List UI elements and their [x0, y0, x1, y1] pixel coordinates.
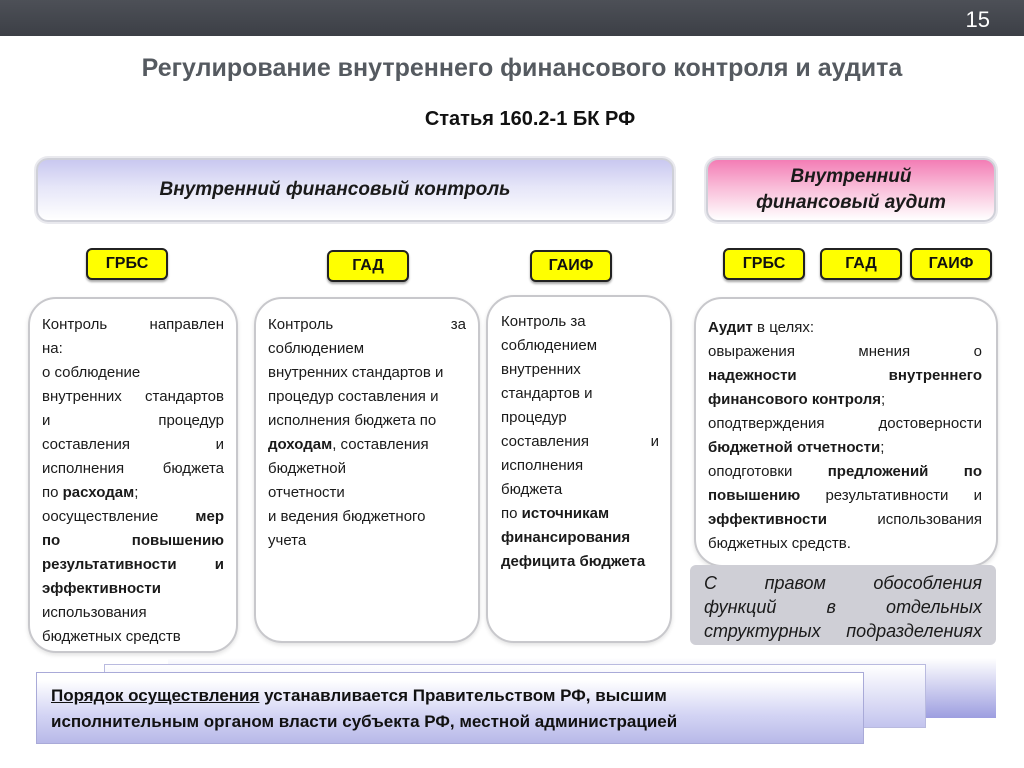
gad-card-text: Контроль за соблюдением внутренних стандартов и процедур составления и исполнения бюджета по доходам, составления бюджетной отчетности и ведения бюджетного учета [268, 316, 466, 549]
internal-control-header-label: Внутренний финансовый контроль [159, 179, 511, 200]
internal-audit-header-line2: финансовый аудит [756, 192, 946, 213]
internal-audit-header-line1: Внутренний [790, 166, 912, 187]
top-bar [0, 0, 1024, 36]
slide-title: Регулирование внутреннего финансового контроля и аудита [141, 54, 903, 82]
bottom-banner-line1: Порядок осуществления устанавливается Правительством РФ, высшим [51, 686, 667, 705]
gaif-card-text: Контроль за соблюдением внутренних стандартов и процедур составления и исполнения бюджета по источникам финансирования дефицита бюджета [501, 313, 659, 570]
bottom-banner-line2: исполнительным органом власти субъекта РФ, местной администрацией [51, 712, 678, 731]
tag-gaif: ГАИФ [530, 250, 612, 282]
audit-card-text: Аудит в целях: oвыражения мнения о надежности внутреннего финансового контроля; oподтверждения достоверности бюджетной отчетности; oподготовки предложений по повышению результативности и эффективности использования бюджетных средств. [708, 319, 982, 552]
bottom-banner [36, 672, 864, 744]
grbs-card-text: Контроль направлен на: o соблюдение внутренних стандартов и процедур составления и исполнения бюджета по расходам; oосуществление мер по повышению результативности и эффективности использования бюджетных средств [42, 316, 224, 645]
audit-note: С правом обособления функций в отдельных структурных подразделениях [690, 565, 996, 645]
internal-control-header [36, 158, 674, 222]
slide-number: 15 [965, 7, 990, 32]
tag-audit-grbs: ГРБС [723, 248, 805, 280]
internal-audit-header [706, 158, 996, 222]
slide-subtitle: Статья 160.2-1 БК РФ [424, 108, 636, 130]
tag-gad: ГАД [327, 250, 409, 282]
tag-grbs: ГРБС [86, 248, 168, 280]
tag-audit-gaif: ГАИФ [910, 248, 992, 280]
tag-audit-gad: ГАД [820, 248, 902, 280]
